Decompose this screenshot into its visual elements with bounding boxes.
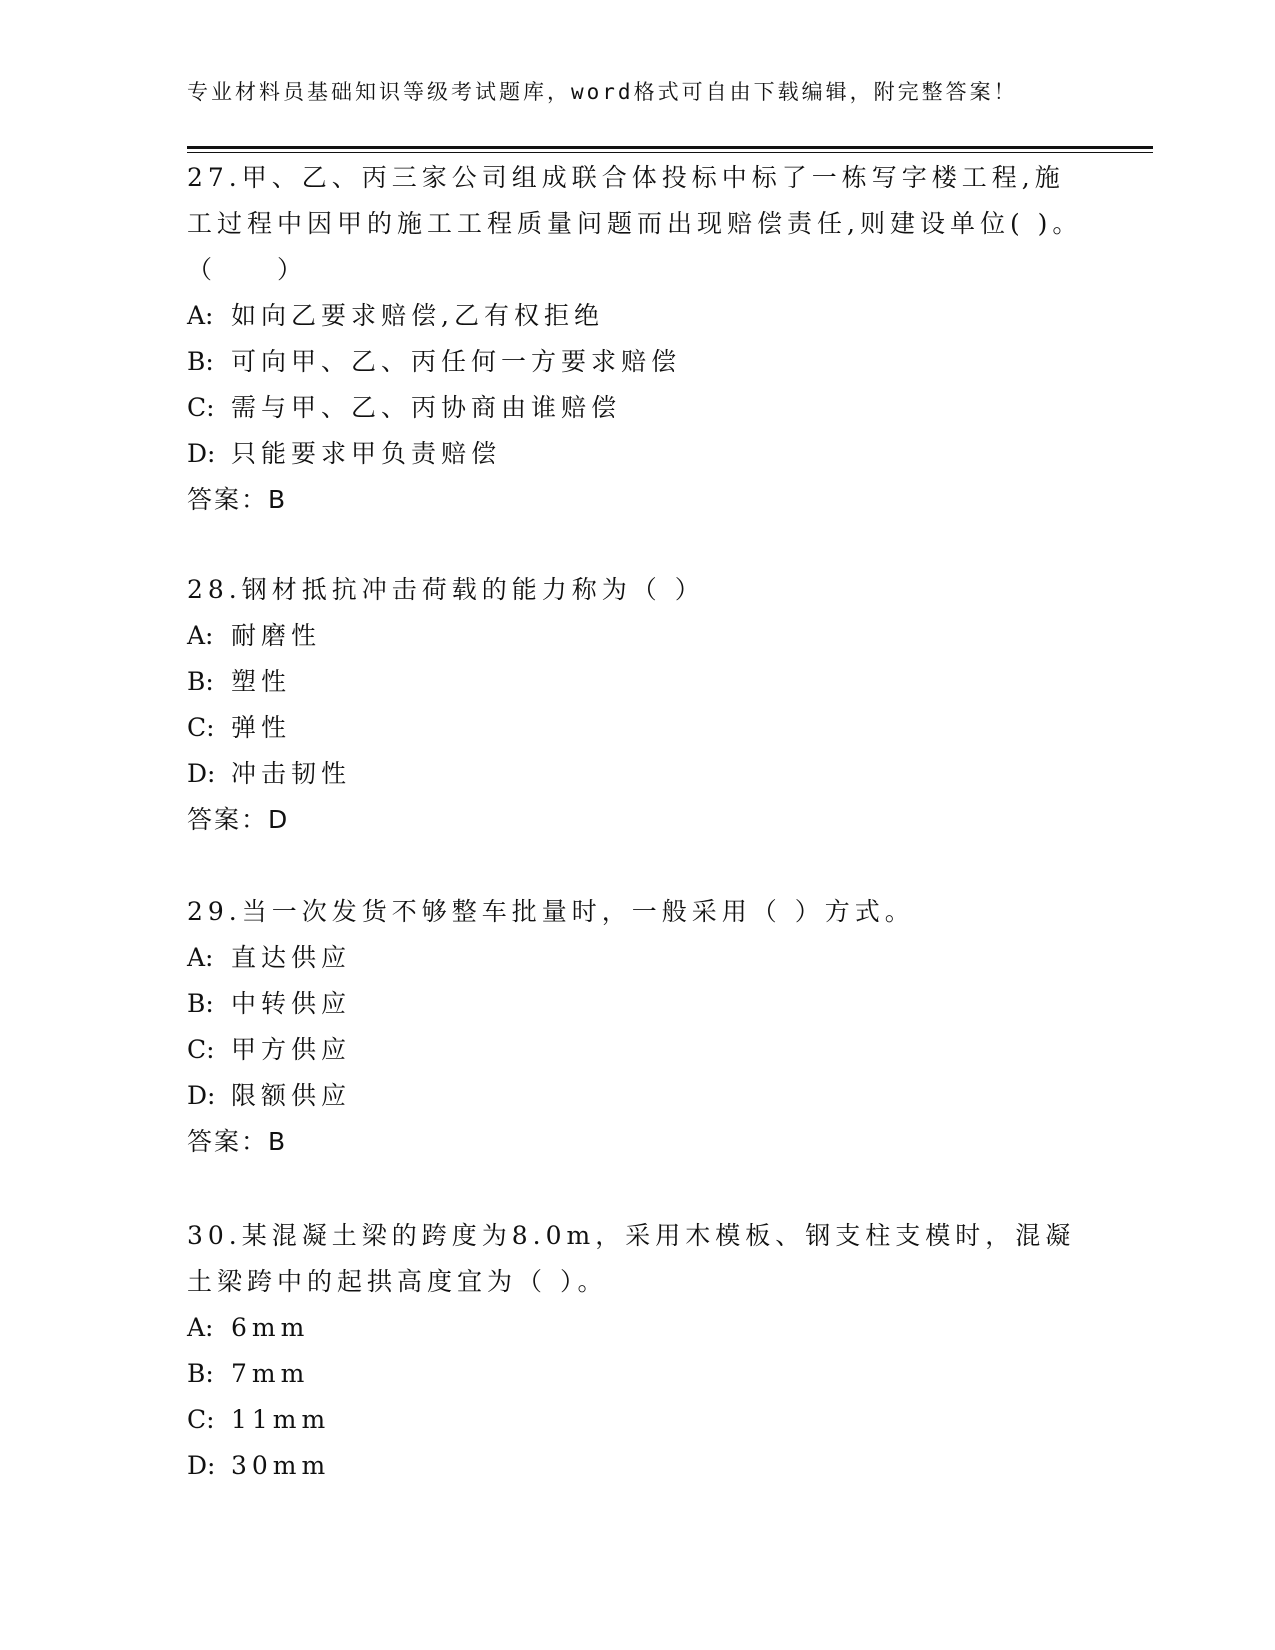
option-c [187,385,1087,431]
question-30 [187,1213,1087,1489]
option-b [187,981,1087,1027]
question-29 [187,889,1087,1165]
answer: 答案：D [187,805,290,834]
option-d [187,1073,1087,1119]
option-letter: A: [187,1313,214,1342]
option-b [187,659,1087,705]
option-letter: B: [187,347,214,376]
option-letter: C: [187,713,215,742]
question-28 [187,567,1087,843]
option-text: 7mm [231,1359,310,1388]
option-c [187,1397,1087,1443]
option-a [187,613,1087,659]
header-divider-thick [187,146,1153,149]
option-b [187,1351,1087,1397]
option-letter: C: [187,1035,215,1064]
option-a [187,293,1087,339]
option-text: 甲方供应 [231,1035,352,1064]
option-d [187,751,1087,797]
option-text: 可向甲、乙、丙任何一方要求赔偿 [231,347,682,376]
option-text: 冲击韧性 [231,759,352,788]
answer: 答案：B [187,485,288,514]
header-divider-thin [187,152,1153,153]
option-b [187,339,1087,385]
question-stem: 29.当一次发货不够整车批量时，一般采用（ ）方式。 [187,897,915,926]
option-letter: C: [187,1405,215,1434]
option-letter: A: [187,943,214,972]
option-c [187,1027,1087,1073]
answer: 答案：B [187,1127,288,1156]
option-letter: D: [187,1451,216,1480]
option-text: 6mm [231,1313,310,1342]
option-text: 耐磨性 [231,621,322,650]
option-letter: B: [187,1359,214,1388]
option-letter: D: [187,1081,216,1110]
question-stem: 28.钢材抵抗冲击荷载的能力称为（ ） [187,575,705,604]
option-a [187,935,1087,981]
option-letter: C: [187,393,215,422]
page-header: 专业材料员基础知识等级考试题库，word格式可自由下载编辑，附完整答案！ [187,80,1018,104]
option-text: 中转供应 [231,989,352,1018]
option-text: 如向乙要求赔偿,乙有权拒绝 [231,301,604,330]
option-letter: D: [187,439,216,468]
option-letter: B: [187,989,214,1018]
option-c [187,705,1087,751]
option-text: 直达供应 [231,943,352,972]
question-stem: 30.某混凝土梁的跨度为8.0m，采用木模板、钢支柱支模时，混凝土梁跨中的起拱高度宜为（ ）。 [187,1221,1076,1296]
option-text: 塑性 [231,667,292,696]
option-d [187,431,1087,477]
option-text: 弹性 [231,713,292,742]
option-letter: A: [187,301,214,330]
option-text: 只能要求甲负责赔偿 [231,439,502,468]
option-text: 30mm [231,1451,331,1480]
option-text: 需与甲、乙、丙协商由谁赔偿 [231,393,622,422]
question-27 [187,155,1087,523]
option-d [187,1443,1087,1489]
option-letter: B: [187,667,214,696]
option-letter: D: [187,759,216,788]
option-letter: A: [187,621,214,650]
option-text: 11mm [231,1405,331,1434]
option-text: 限额供应 [231,1081,352,1110]
question-stem: 27.甲、乙、丙三家公司组成联合体投标中标了一栋写字楼工程,施工过程中因甲的施工工程质量问题而出现赔偿责任,则建设单位( )。（ ） [187,163,1083,284]
option-a [187,1305,1087,1351]
